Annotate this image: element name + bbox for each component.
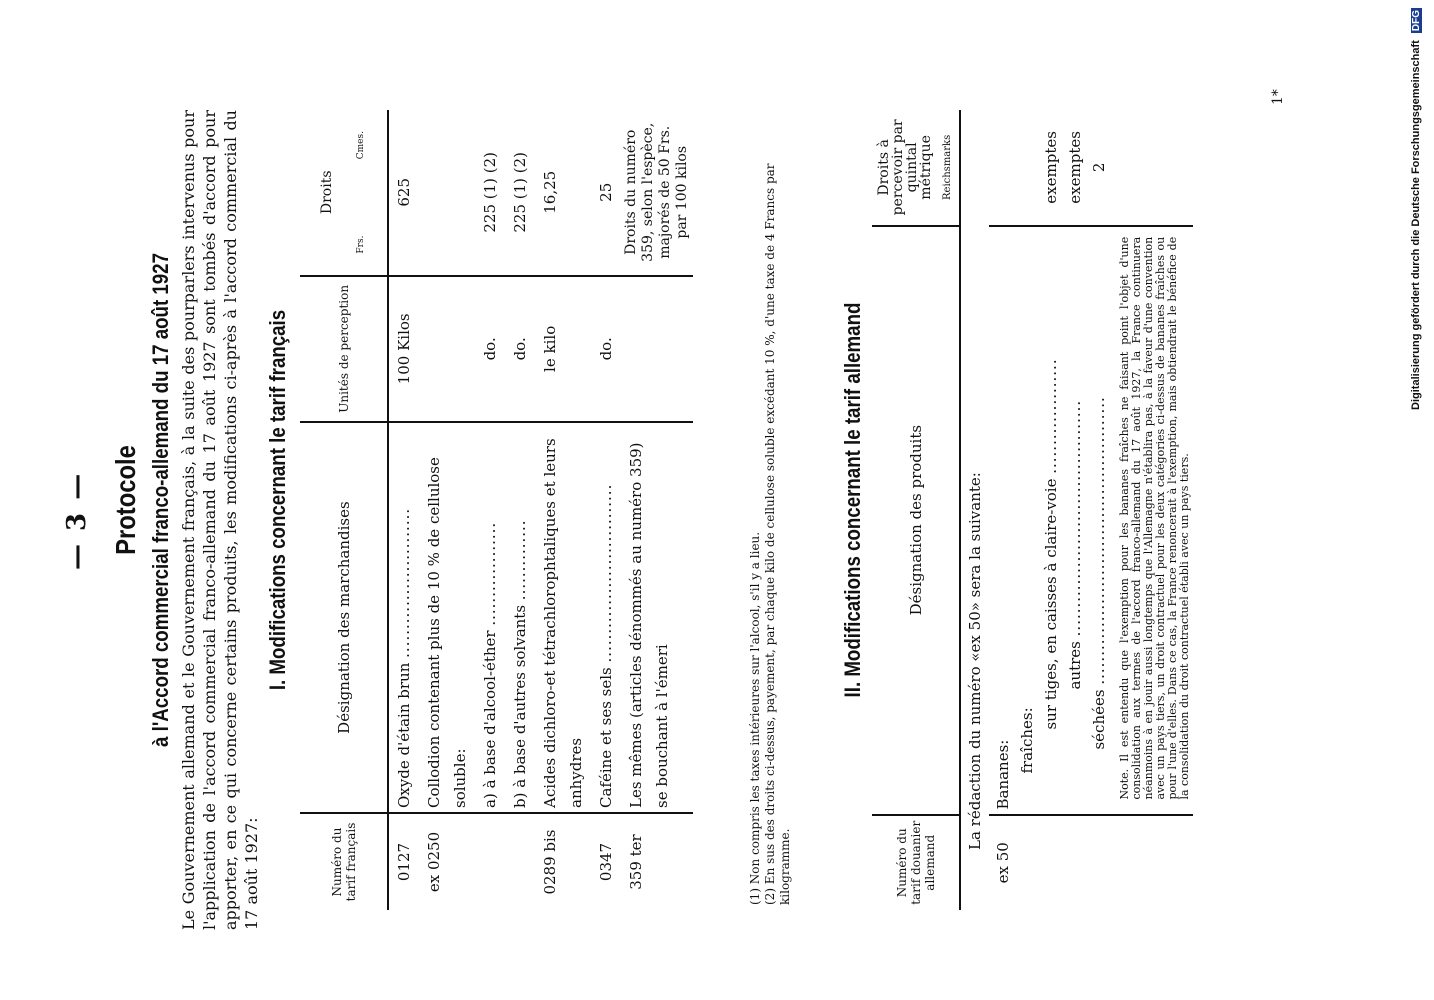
signature-mark: 1* <box>1270 89 1286 105</box>
row-designation <box>989 226 1193 815</box>
row-droits: 625 <box>395 177 413 207</box>
row-droits: Droits du numéro 359, selon l'espèce, majorés de 50 Frs. par 100 kilos <box>623 122 690 262</box>
table-row <box>989 110 1193 910</box>
header-frs: Frs. <box>355 235 366 254</box>
row-designation: Oxyde d'étain brun .......................... <box>388 422 419 813</box>
table-row <box>505 110 535 910</box>
row-designation: a) à base d'alcool-éther .................. <box>475 422 505 813</box>
table-row <box>419 110 475 910</box>
header-unit-de: Reichsmarks <box>941 134 953 200</box>
row-droits: 225 (1) (2) <box>511 151 529 233</box>
table-row <box>475 110 505 910</box>
row-units <box>419 276 475 423</box>
item-value: exemptes <box>1042 131 1060 204</box>
item-label: fraîches: <box>1018 707 1036 774</box>
row-units: 100 Kilos <box>388 276 419 423</box>
row-units: do. <box>475 276 505 423</box>
redaction-line: La rédaction du numéro «ex 50» sera la suivante: <box>966 472 984 850</box>
section2-heading: II. Modifications concernant le tarif allemand <box>840 302 865 698</box>
row-droits: 225 (1) (2) <box>481 151 499 233</box>
credit-text: Digitalisierung gefördert durch die Deutsche Forschungsgemeinschaft <box>1410 40 1422 410</box>
row-units: do. <box>505 276 535 423</box>
item-label: sur tiges, en caisses à claire-voie .................... <box>1042 358 1060 730</box>
header-designation: Désignation des marchandises <box>300 422 388 813</box>
row-num <box>505 813 535 910</box>
header-cmes: Cmes. <box>355 131 366 160</box>
row-designation: Collodion contenant plus de 10 % de cellulose soluble: <box>419 422 475 813</box>
page-number: — 3 — <box>62 471 92 570</box>
note-paragraph: Note. Il est entendu que l'exemption pour les bananes fraîches ne faisant point l'objet d'une consolidation aux termes de l'accord franco-allemand du 17 août 1927, la France continuera néanmoins à en jouir aussi longtemps que l'Allemagne n'établira pas, à la faveur d'une convention avec un pays tiers, un droit contractuel pour les deux catégories ci-dessus de bananes fraîches ou pour l'une d'elles. Dans ce cas, la France renoncerait à l'exemption, mais obtiendrait le bénéfice de la consolidation du droit contractuel établi avec un pays tiers. <box>1118 236 1191 800</box>
item-label: autres ......................................... <box>1066 399 1084 690</box>
header-droits-de-label: Droits à percevoir par quintal métrique <box>875 119 934 216</box>
header-droits-label: Droits <box>318 170 335 215</box>
digitization-credit <box>1410 8 1432 992</box>
header-droits-de <box>872 110 960 226</box>
item-value: 2 <box>1090 162 1108 173</box>
row-num <box>475 813 505 910</box>
row-units: le kilo <box>535 276 591 423</box>
row-num: 0127 <box>388 813 419 910</box>
table-row <box>960 110 989 910</box>
table-row <box>621 110 693 910</box>
row-droits <box>419 110 475 276</box>
footnote-1: (1) Non compris les taxes intérieures sur l'alcool, s'il y a lieu. <box>748 531 762 905</box>
tariff-table-german <box>872 110 1193 910</box>
row-num: 359 ter <box>621 813 693 910</box>
row-droits: 25 <box>597 182 615 202</box>
header-num: Numéro du tarif français <box>300 813 388 910</box>
table-row <box>388 110 419 910</box>
row-units <box>621 276 693 423</box>
row-designation: Les mêmes (articles dénommés au numéro 359) se bouchant à l'émeri <box>621 422 693 813</box>
row-designation: Acides dichloro-et tétrachlorophtaliques et leurs anhydres <box>535 422 591 813</box>
row-num: ex 50 <box>989 815 1193 910</box>
row-units: do. <box>591 276 621 423</box>
table-row <box>535 110 591 910</box>
header-num-de: Numéro du tarif douanier allemand <box>872 815 960 910</box>
header-designation-de: Désignation des produits <box>872 226 960 815</box>
section1-heading: I. Modifications concernant le tarif français <box>265 309 290 691</box>
header-droits <box>300 110 388 276</box>
table-row <box>591 110 621 910</box>
page-subtitle: à l'Accord commercial franco-allemand du 17 août 1927 <box>148 253 173 747</box>
row-num: ex 0250 <box>419 813 475 910</box>
row-droits: 16,25 <box>541 170 559 214</box>
row-designation: b) à base d'autres solvants .............. <box>505 422 535 813</box>
item-label: séchées .................................................. <box>1090 396 1108 750</box>
row-num: 0347 <box>591 813 621 910</box>
tariff-table-french <box>300 110 693 910</box>
header-units: Unités de perception <box>300 276 388 423</box>
digitization-sidebar <box>1410 8 1432 992</box>
row-designation: Caféine et ses sels ............................... <box>591 422 621 813</box>
page-title: Protocole <box>110 445 141 555</box>
item-label: Bananes: <box>994 739 1012 810</box>
footnotes <box>748 85 793 905</box>
footnote-2: (2) En sus des droits ci-dessus, payement, par chaque kilo de cellulose soluble excédant 10 %, d'une taxe de 4 Francs par kilogramme. <box>763 163 792 905</box>
intro-paragraph: Le Gouvernement allemand et le Gouvernement français, à la suite des pourparlers intervenus pour l'application de l'accord commercial franco-allemand du 17 août 1927 sont tombés d'accord pour apporter, en ce qui concerne certains produits, les modifications ci-après à l'accord commercial du 17 août 1927: <box>179 110 261 930</box>
row-droits <box>989 110 1193 226</box>
row-num: 0289 bis <box>535 813 591 910</box>
dfg-logo: DFG <box>1411 10 1422 32</box>
item-value: exemptes <box>1066 131 1084 204</box>
